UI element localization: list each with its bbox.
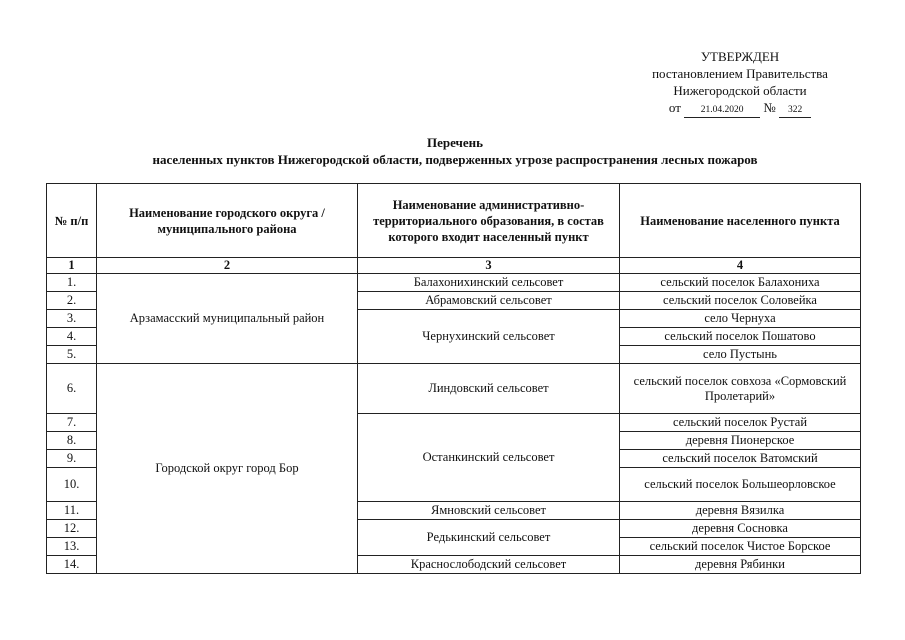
district-cell: Арзамасский муниципальный район	[97, 274, 358, 364]
approval-line: постановлением Правительства	[652, 66, 828, 81]
admin-cell: Ямновский сельсовет	[358, 502, 620, 520]
admin-cell: Абрамовский сельсовет	[358, 292, 620, 310]
locality-cell: сельский поселок Рустай	[620, 414, 861, 432]
approval-stamp	[620, 48, 860, 118]
row-number: 2.	[47, 292, 97, 310]
approval-heading: УТВЕРЖДЕН	[700, 49, 780, 64]
approval-date-row	[620, 99, 860, 118]
locality-cell: сельский поселок Соловейка	[620, 292, 861, 310]
row-number: 8.	[47, 432, 97, 450]
admin-cell: Балахонихинский сельсовет	[358, 274, 620, 292]
locality-cell: село Чернуха	[620, 310, 861, 328]
locality-cell: деревня Рябинки	[620, 556, 861, 574]
locality-cell: сельский поселок Ватомский	[620, 450, 861, 468]
title-line: Перечень	[426, 135, 484, 150]
row-number: 9.	[47, 450, 97, 468]
document-title	[40, 134, 870, 168]
row-number: 10.	[47, 468, 97, 502]
locality-cell: сельский поселок совхоза «Сормовский Пролетарий»	[620, 364, 861, 414]
row-number: 1.	[47, 274, 97, 292]
settlements-table	[46, 183, 861, 574]
locality-cell: сельский поселок Пошатово	[620, 328, 861, 346]
row-number: 13.	[47, 538, 97, 556]
admin-cell: Чернухинский сельсовет	[358, 310, 620, 364]
approval-line: Нижегородской области	[673, 83, 807, 98]
row-number: 4.	[47, 328, 97, 346]
row-number: 14.	[47, 556, 97, 574]
row-number: 3.	[47, 310, 97, 328]
header-admin: Наименование административно-территориального образования, в состав которого входит населенный пункт	[358, 184, 620, 258]
admin-cell: Краснослободский сельсовет	[358, 556, 620, 574]
approval-number: 322	[779, 104, 811, 118]
row-number: 7.	[47, 414, 97, 432]
approval-date: 21.04.2020	[684, 104, 760, 118]
header-num: № п/п	[47, 184, 97, 258]
table-row	[47, 364, 861, 414]
district-cell: Городской округ город Бор	[97, 364, 358, 574]
locality-cell: сельский поселок Большеорловское	[620, 468, 861, 502]
col-number: 3	[358, 258, 620, 274]
col-number: 1	[47, 258, 97, 274]
locality-cell: село Пустынь	[620, 346, 861, 364]
title-line: населенных пунктов Нижегородской области, подверженных угрозе распространения лесных пожаров	[152, 152, 758, 167]
row-number: 11.	[47, 502, 97, 520]
admin-cell: Линдовский сельсовет	[358, 364, 620, 414]
header-district: Наименование городского округа / муниципального района	[97, 184, 358, 258]
locality-cell: деревня Сосновка	[620, 520, 861, 538]
locality-cell: сельский поселок Чистое Борское	[620, 538, 861, 556]
locality-cell: деревня Пионерское	[620, 432, 861, 450]
column-numbers-row	[47, 258, 861, 274]
admin-cell: Редькинский сельсовет	[358, 520, 620, 556]
admin-cell: Останкинский сельсовет	[358, 414, 620, 502]
locality-cell: сельский поселок Балахониха	[620, 274, 861, 292]
row-number: 6.	[47, 364, 97, 414]
from-label: от	[668, 100, 681, 115]
number-label: №	[763, 100, 776, 115]
row-number: 12.	[47, 520, 97, 538]
row-number: 5.	[47, 346, 97, 364]
header-locality: Наименование населенного пункта	[620, 184, 861, 258]
col-number: 4	[620, 258, 861, 274]
col-number: 2	[97, 258, 358, 274]
table-header-row	[47, 184, 861, 258]
locality-cell: деревня Вязилка	[620, 502, 861, 520]
table-row	[47, 274, 861, 292]
